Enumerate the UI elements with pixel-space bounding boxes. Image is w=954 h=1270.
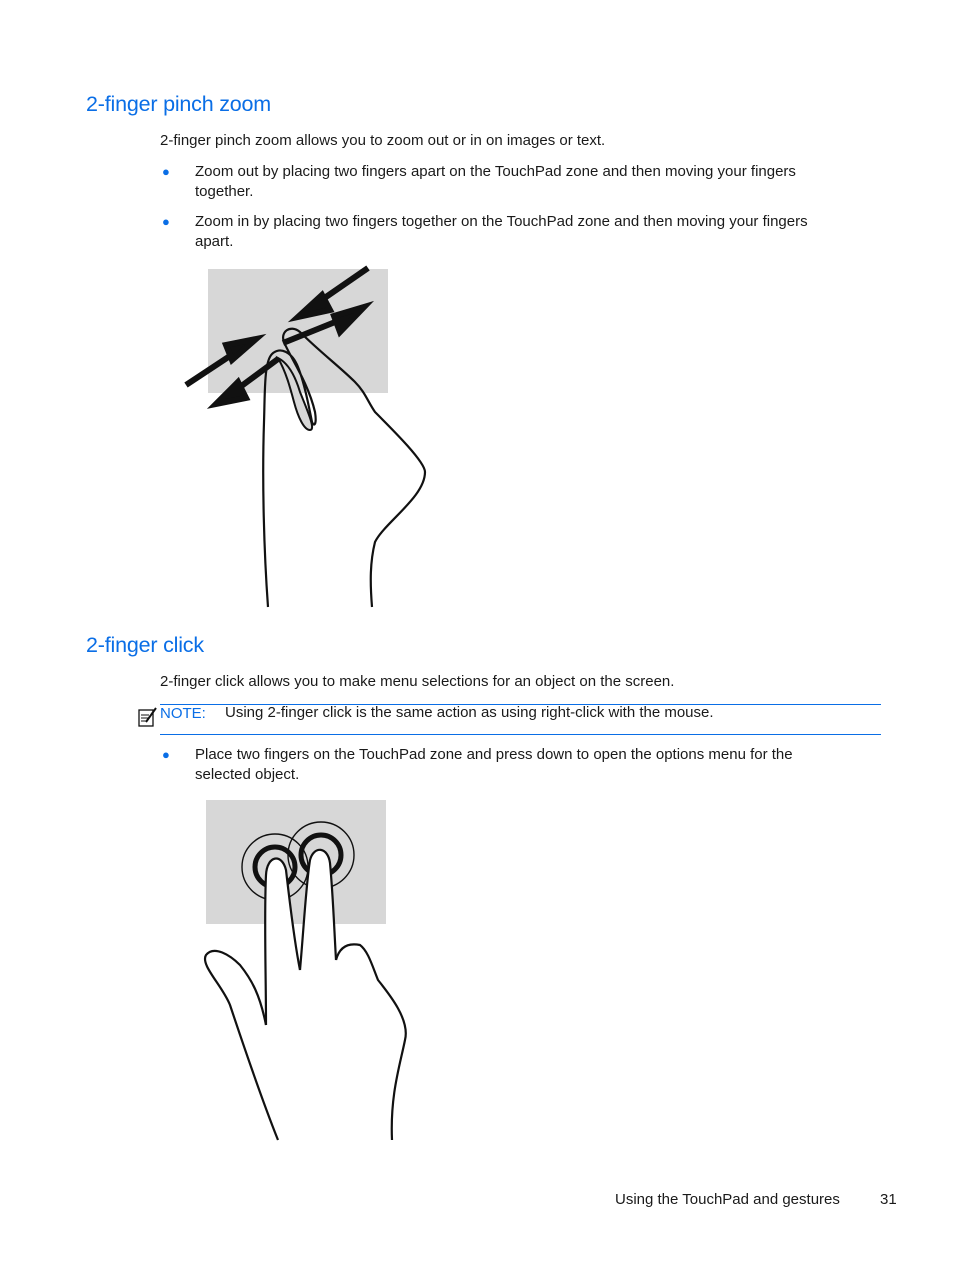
palm-outline [336, 944, 406, 1140]
pinch-zoom-intro: 2-finger pinch zoom allows you to zoom out or in on images or text. [160, 132, 606, 149]
bullet-text-line: Place two fingers on the TouchPad zone and press down to open the options menu for the [195, 746, 793, 763]
two-finger-click-illustration [200, 795, 420, 1145]
note-pencil-icon [136, 706, 158, 728]
bullet-dot-icon: ● [162, 214, 170, 229]
list-item [160, 212, 860, 252]
bullet-text-line: together. [195, 182, 254, 200]
bullet-text-line: selected object. [195, 765, 300, 783]
bullet-dot-icon: ● [162, 747, 170, 762]
pinch-zoom-illustration [180, 262, 440, 612]
note-text: Using 2-finger click is the same action as using right-click with the mouse. [225, 704, 714, 721]
two-finger-click-intro: 2-finger click allows you to make menu selections for an object on the screen. [160, 673, 675, 690]
section-title-two-finger-click: 2-finger click [86, 633, 204, 657]
note-box [136, 704, 881, 734]
bullet-text-line: apart. [195, 232, 234, 250]
list-item [160, 162, 860, 202]
note-label: NOTE: [160, 705, 206, 722]
note-rule-bottom [160, 734, 881, 735]
section-title-pinch-zoom: 2-finger pinch zoom [86, 92, 272, 116]
bullet-text-line: Zoom in by placing two fingers together on the TouchPad zone and then moving your fingers [195, 213, 808, 230]
list-item [160, 745, 860, 785]
footer-page-number: 31 [880, 1191, 897, 1208]
footer-section-name: Using the TouchPad and gestures [615, 1191, 840, 1208]
bullet-text-line: Zoom out by placing two fingers apart on the TouchPad zone and then moving your fingers [195, 163, 796, 180]
bullet-dot-icon: ● [162, 164, 170, 179]
